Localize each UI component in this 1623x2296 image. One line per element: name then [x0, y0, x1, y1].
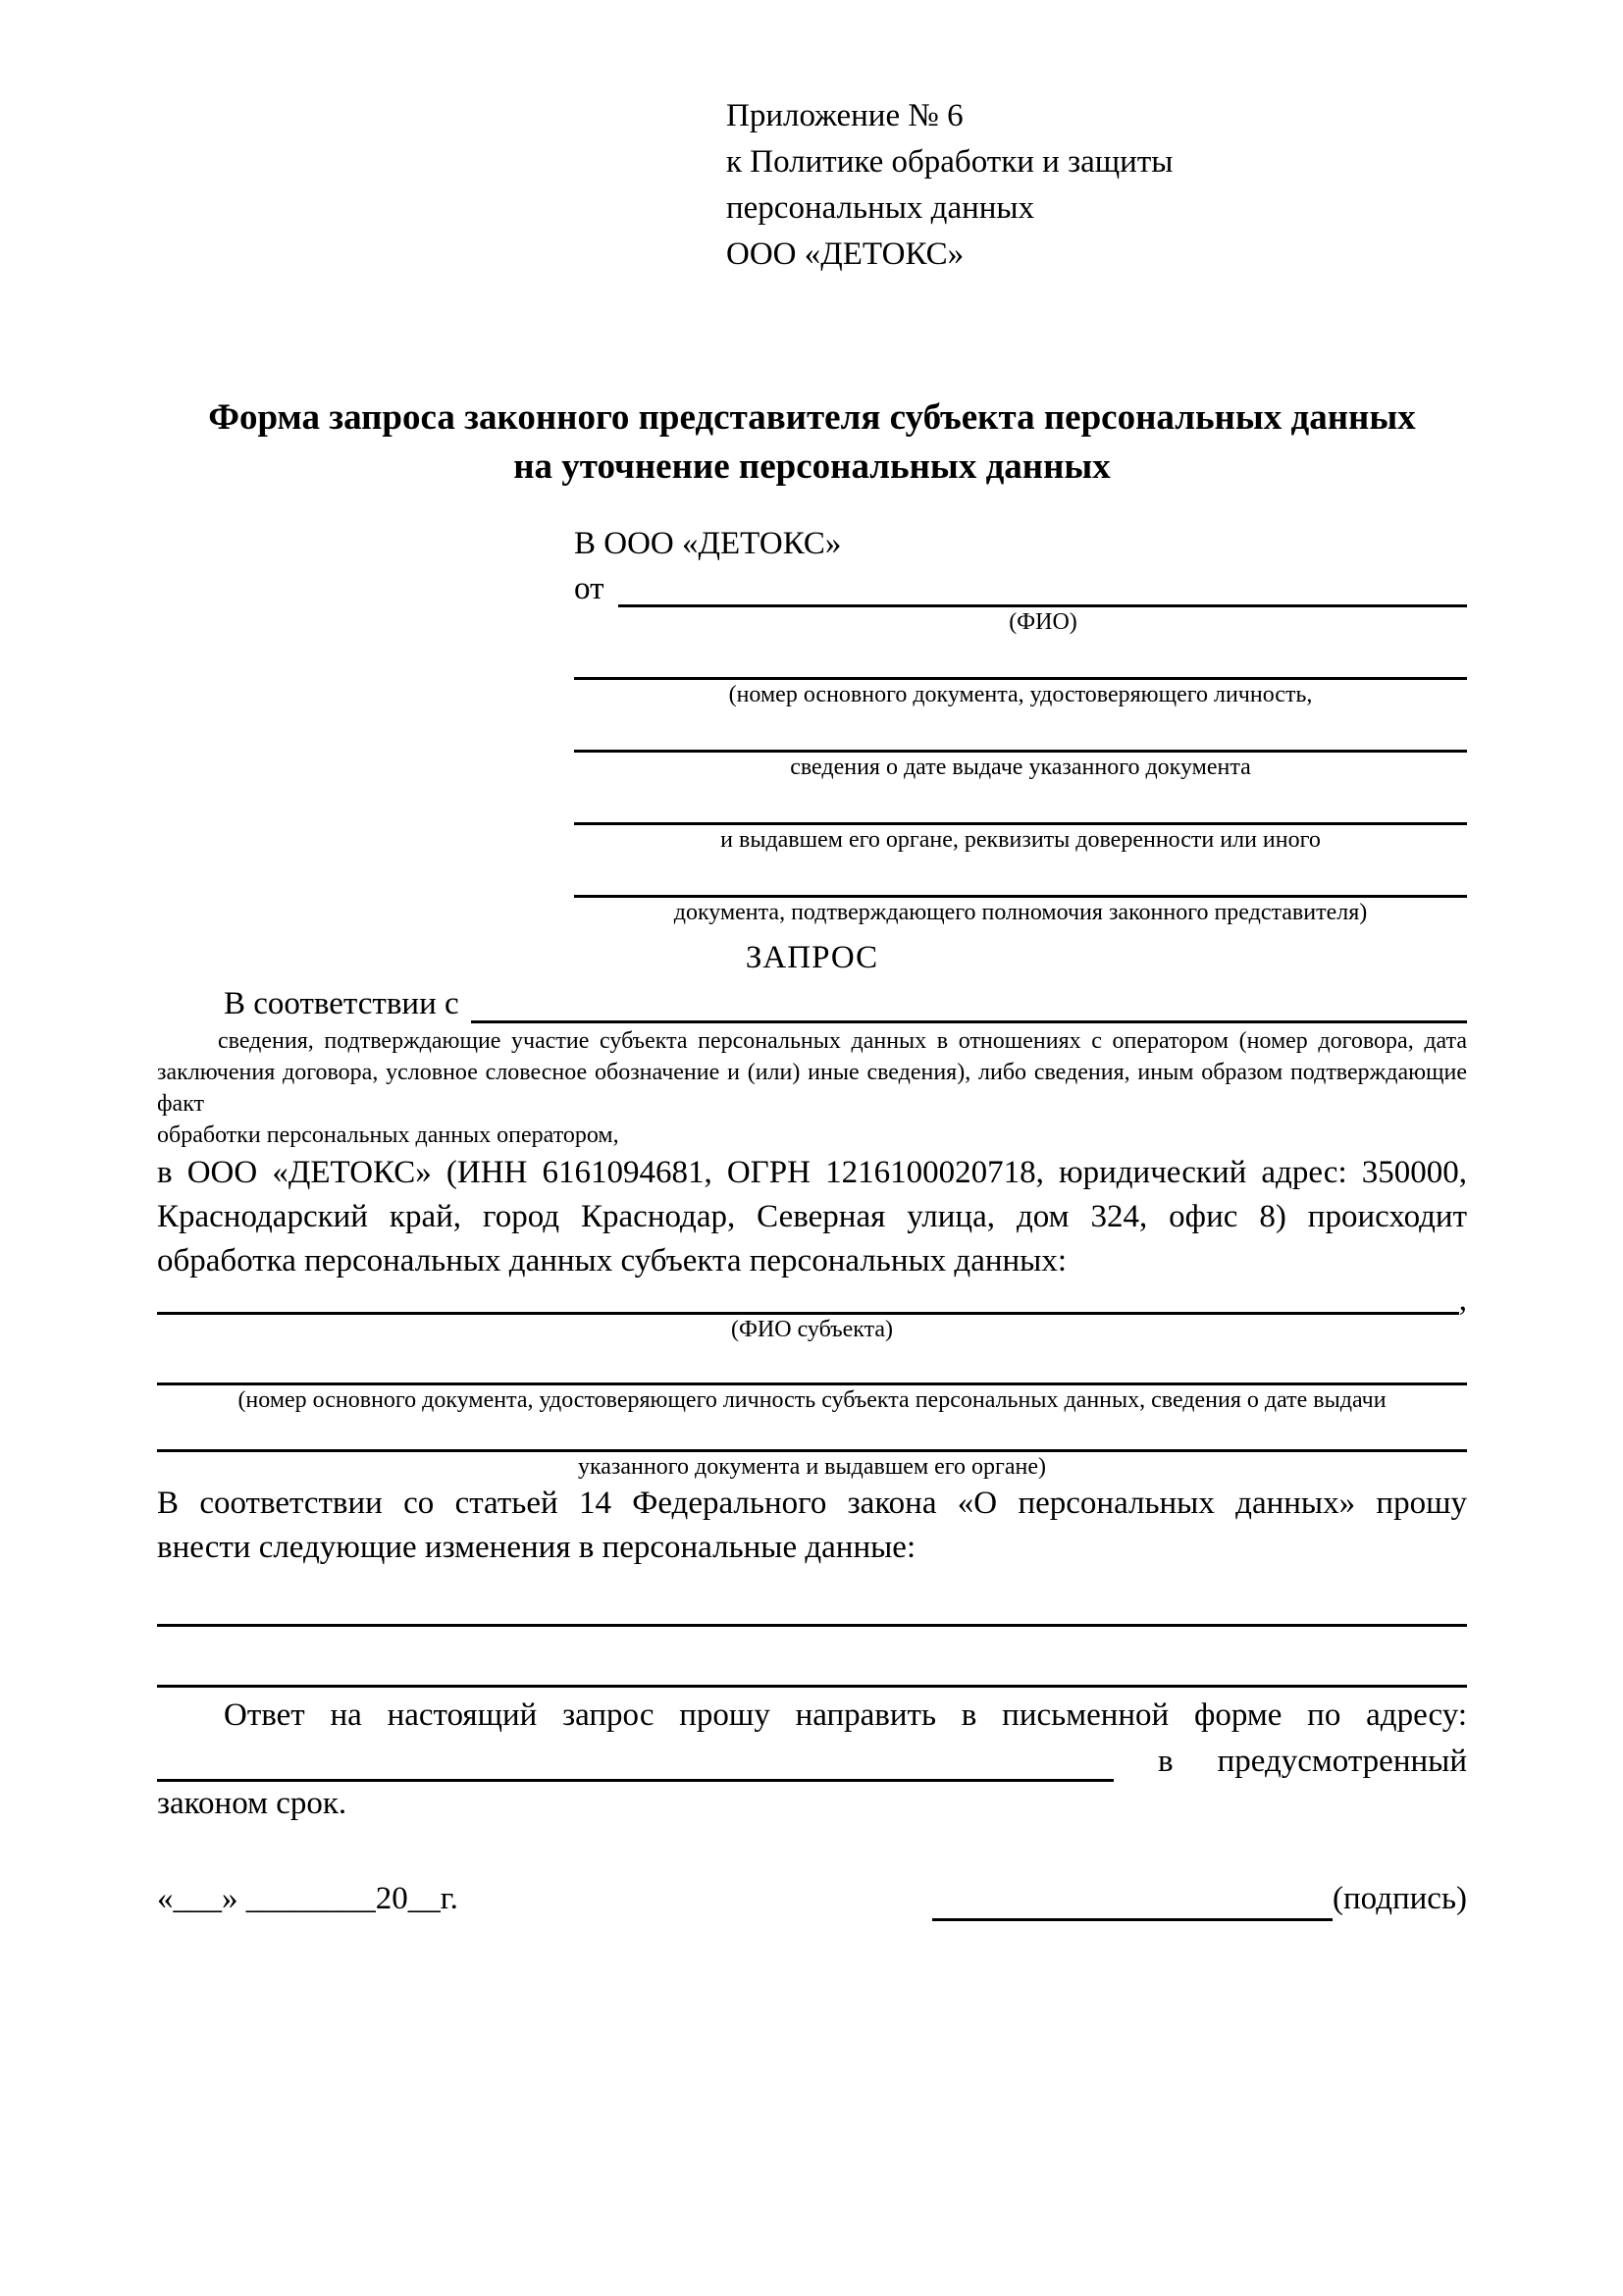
- subject-document-row-2: [157, 1415, 1467, 1452]
- changes-fill-line-1[interactable]: [157, 1576, 1467, 1627]
- appendix-line-1: Приложение № 6: [726, 98, 964, 133]
- issuing-authority-fill-line[interactable]: [574, 782, 1467, 825]
- from-row: [574, 566, 1467, 607]
- law-paragraph: [157, 1482, 1467, 1570]
- signature-fill-line[interactable]: [932, 1877, 1333, 1921]
- from-label: от: [574, 571, 604, 606]
- response-line-1: Ответ на настоящий запрос прошу направить в письменной форме по адресу:: [224, 1697, 1467, 1733]
- subject-name-fill-line[interactable]: [157, 1283, 1459, 1315]
- operator-line-3: обработка персональных данных субъекта персональных данных:: [157, 1243, 1067, 1278]
- signature-caption: (подпись): [1333, 1881, 1467, 1916]
- response-word-in: в: [1158, 1744, 1174, 1779]
- subject-name-row: [157, 1282, 1467, 1318]
- document-number-fill-line[interactable]: [574, 637, 1467, 680]
- footer-row: [157, 1877, 1467, 1921]
- trailing-comma: ,: [1458, 1282, 1467, 1318]
- law-line-1: В соответствии со статьей 14 Федерального закона «О персональных данных» прошу: [157, 1486, 1467, 1521]
- authority-document-caption: документа, подтверждающего полномочия законного представителя): [673, 900, 1368, 925]
- subject-document-caption-2: указанного документа и выдавшем его органе): [577, 1454, 1047, 1480]
- operator-line-2: Краснодарский край, город Краснодар, Северная улица, дом 324, офис 8) происходит: [157, 1199, 1467, 1234]
- form-title: [157, 393, 1467, 492]
- footnote-line-1: сведения, подтверждающие участие субъекта персональных данных в отношениях с оператором (номер договора, дата: [218, 1028, 1467, 1054]
- footnote-paragraph: [157, 1025, 1467, 1151]
- law-line-2: внести следующие изменения в персональные данные:: [157, 1530, 916, 1565]
- addressee-to: В ООО «ДЕТОКС»: [574, 526, 842, 561]
- authority-document-fill-line[interactable]: [574, 855, 1467, 898]
- subject-document-row-1: [157, 1344, 1467, 1385]
- response-word-stipulated: предусмотренный: [1217, 1744, 1467, 1779]
- issuing-authority-caption: и выдавшем его органе, реквизиты доверенности или иного: [720, 827, 1321, 853]
- form-title-line-1: Форма запроса законного представителя субъекта персональных данных: [208, 397, 1416, 438]
- changes-fill-line-2[interactable]: [157, 1633, 1467, 1688]
- fio-fill-line[interactable]: [618, 566, 1468, 607]
- subject-document-fill-line-1[interactable]: [157, 1344, 1467, 1385]
- appendix-line-3: персональных данных: [726, 190, 1035, 226]
- footnote-line-3: обработки персональных данных оператором,: [157, 1122, 619, 1148]
- response-paragraph: [157, 1694, 1467, 1826]
- changes-row-1: [157, 1576, 1467, 1627]
- accordance-fill-line[interactable]: [471, 980, 1467, 1023]
- document-number-caption: (номер основного документа, удостоверяющего личность,: [728, 682, 1313, 707]
- appendix-line-2: к Политике обработки и защиты: [726, 144, 1174, 180]
- fio-caption: (ФИО): [1009, 609, 1077, 635]
- date-field[interactable]: «___» ________20__г.: [157, 1881, 458, 1916]
- appendix-line-4: ООО «ДЕТОКС»: [726, 236, 965, 272]
- request-heading: ЗАПРОС: [745, 940, 879, 975]
- footnote-line-2: заключения договора, условное словесное обозначение и (или) иные сведения), либо сведения, иным образом подтверждающие факт: [157, 1060, 1467, 1117]
- form-title-line-2: на уточнение персональных данных: [513, 446, 1111, 487]
- subject-document-fill-line-2[interactable]: [157, 1415, 1467, 1452]
- response-line-3: законом срок.: [157, 1786, 347, 1821]
- operator-paragraph: [157, 1151, 1467, 1283]
- signature-block: [932, 1877, 1467, 1921]
- operator-line-1: в ООО «ДЕТОКС» (ИНН 6161094681, ОГРН 1216100020718, юридический адрес: 350000,: [157, 1155, 1467, 1190]
- issue-date-fill-line[interactable]: [574, 709, 1467, 753]
- accordance-prefix: В соответствии с: [224, 986, 459, 1021]
- accordance-row: [157, 980, 1467, 1023]
- response-address-row: [157, 1738, 1467, 1782]
- appendix-block: [726, 93, 1467, 278]
- subject-name-caption: (ФИО субъекта): [730, 1317, 894, 1342]
- issue-date-caption: сведения о дате выдаче указанного документа: [790, 755, 1251, 780]
- changes-row-2: [157, 1633, 1467, 1688]
- addressee-block: [574, 521, 1467, 927]
- subject-document-caption-1: (номер основного документа, удостоверяющего личность субъекта персональных данных, сведения о дате выдачи: [237, 1387, 1387, 1413]
